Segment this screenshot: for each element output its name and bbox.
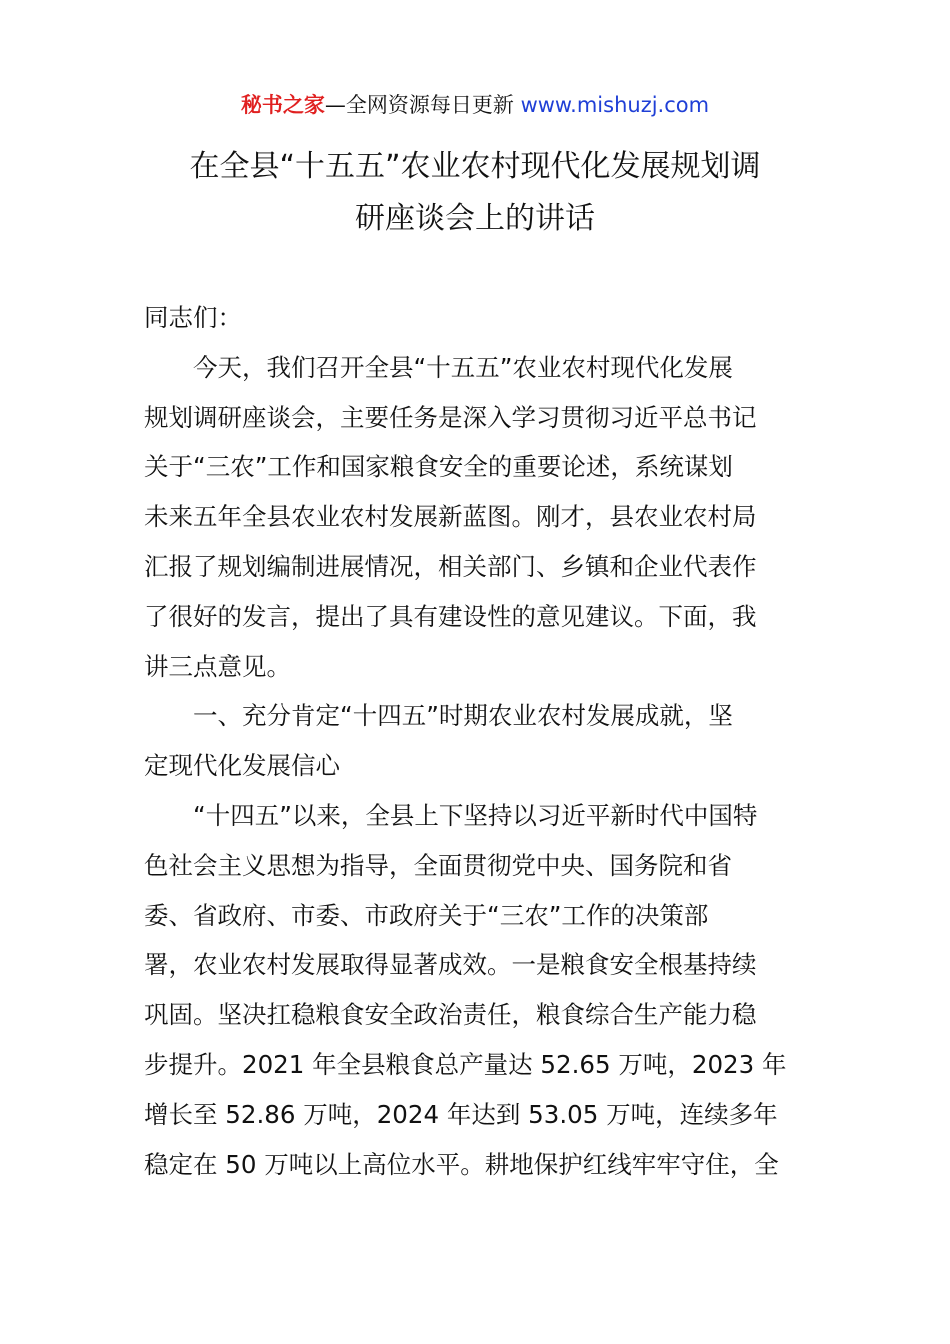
paragraph-line: 稳定在 50 万吨以上高位水平。耕地保护红线牢牢守住，全 [144, 1149, 779, 1179]
section-heading-line: 一、充分肯定“十四五”时期农业农村发展成就，坚 [193, 701, 733, 731]
salutation: 同志们： [144, 303, 242, 332]
paragraph-line: 未来五年全县农业农村发展新蓝图。刚才，县农业农村局 [144, 502, 757, 532]
paragraph-line: 增长至 52.86 万吨，2024 年达到 53.05 万吨，连续多年 [144, 1099, 778, 1129]
paragraph-line: 署，农业农村发展取得显著成效。一是粮食安全根基持续 [144, 950, 757, 980]
section-heading-line: 定现代化发展信心 [144, 751, 340, 781]
paragraph-line: 讲三点意见。 [144, 651, 291, 681]
paragraph-line: 关于“三农”工作和国家粮食安全的重要论述，系统谋划 [144, 452, 733, 482]
document-title [140, 141, 810, 245]
paragraph-line: 步提升。2021 年全县粮食总产量达 52.65 万吨，2023 年 [144, 1049, 787, 1079]
site-url-link[interactable]: www.mishuzj.com [520, 93, 710, 117]
paragraph-line: 了很好的发言，提出了具有建设性的意见建议。下面，我 [144, 601, 757, 631]
paragraph-line: 色社会主义思想为指导，全面贯彻党中央、国务院和省 [144, 850, 732, 880]
document-body [144, 293, 810, 1189]
paragraph-line: “十四五”以来，全县上下坚持以习近平新时代中国特 [193, 800, 758, 830]
paragraph-line: 今天，我们召开全县“十五五”农业农村现代化发展 [193, 352, 733, 382]
title-line-2: 研座谈会上的讲话 [355, 201, 595, 236]
site-tagline: —全网资源每日更新 [324, 93, 521, 117]
paragraph-line: 汇报了规划编制进展情况，相关部门、乡镇和企业代表作 [144, 551, 757, 581]
site-header [0, 88, 950, 122]
paragraph-line: 规划调研座谈会，主要任务是深入学习贯彻习近平总书记 [144, 402, 757, 432]
paragraph-line: 巩固。坚决扛稳粮食安全政治责任，粮食综合生产能力稳 [144, 1000, 757, 1030]
title-line-1: 在全县“十五五”农业农村现代化发展规划调 [189, 149, 761, 184]
paragraph-line: 委、省政府、市委、市政府关于“三农”工作的决策部 [144, 900, 709, 930]
site-brand: 秘书之家 [240, 93, 325, 117]
